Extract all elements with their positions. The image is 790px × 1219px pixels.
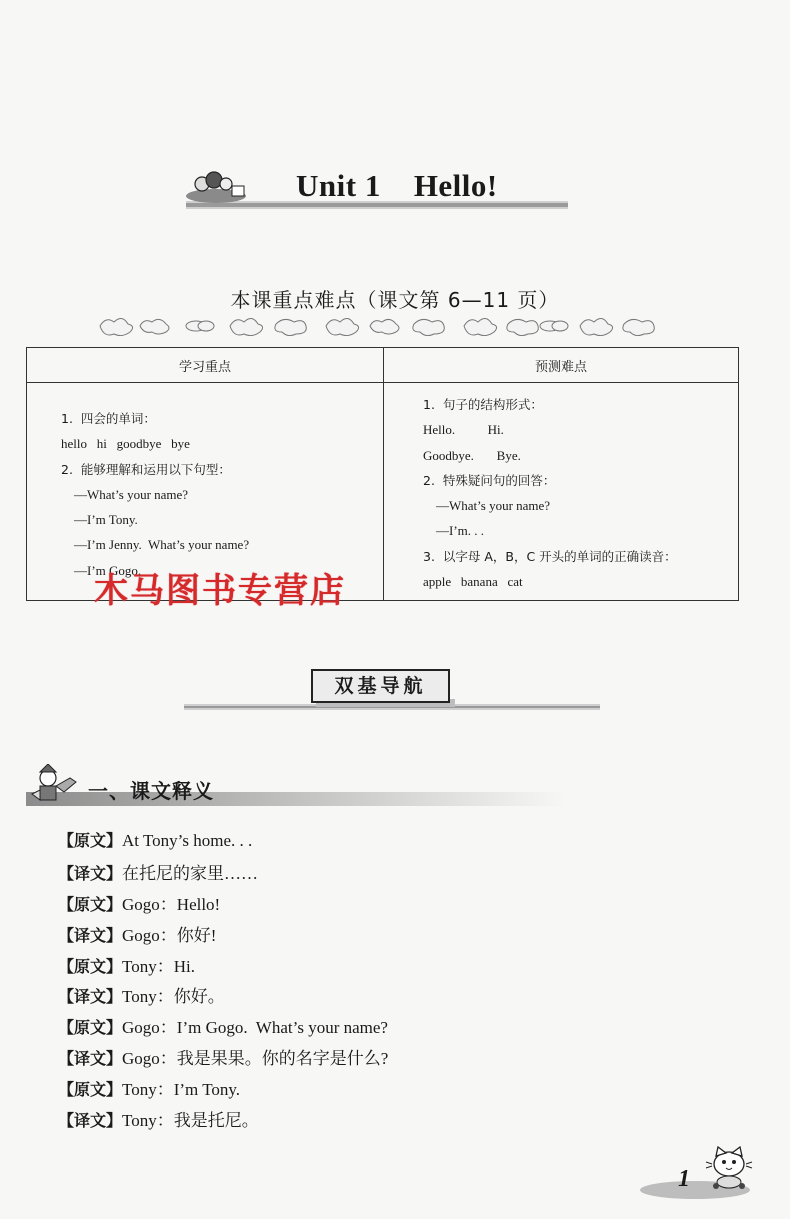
left-line: —I’m Tony. bbox=[61, 512, 138, 528]
right-line: Goodbye. Bye. bbox=[423, 447, 521, 463]
line-tag: 【译文】 bbox=[58, 987, 123, 1007]
left-line: 1. 四会的单词： bbox=[61, 411, 156, 426]
line-tag: 【原文】 bbox=[58, 831, 123, 850]
cloud-border-decoration bbox=[94, 312, 664, 336]
unit-title: Unit 1 Hello! bbox=[296, 168, 498, 203]
right-line: 2. 特殊疑问句的回答： bbox=[423, 472, 556, 488]
line-text: 在托尼的家里…… bbox=[122, 863, 259, 883]
dialogue-line bbox=[58, 828, 388, 859]
subsection-title: 一、课文释义 bbox=[88, 779, 214, 803]
left-line: —I’m Gogo. bbox=[61, 562, 142, 578]
dialogue-line bbox=[58, 952, 388, 983]
dialogue-line bbox=[58, 1075, 388, 1106]
dialogue-line bbox=[58, 921, 388, 952]
line-text: Gogo：Hello! bbox=[122, 894, 221, 914]
right-line: 3. 以字母 A，B，C 开头的单词的正确读音： bbox=[423, 548, 677, 564]
left-line: 2. 能够理解和运用以下句型： bbox=[61, 461, 231, 477]
line-text: Tony：你好。 bbox=[122, 987, 225, 1007]
learning-focus-header: 学习重点 bbox=[178, 360, 231, 375]
dialogue-line bbox=[58, 982, 388, 1013]
line-text: Gogo：我是果果。你的名字是什么? bbox=[122, 1049, 389, 1069]
section-label: 双基导航 bbox=[311, 669, 450, 703]
line-tag: 【原文】 bbox=[58, 1080, 123, 1100]
line-text: Tony：我是托尼。 bbox=[122, 1111, 259, 1131]
cat-icon bbox=[704, 1146, 754, 1190]
line-text: Tony：I’m Tony. bbox=[122, 1080, 241, 1100]
line-tag: 【原文】 bbox=[58, 894, 123, 914]
line-text: Gogo：你好! bbox=[122, 925, 217, 945]
key-points-title: 本课重点难点（课文第 6—11 页） bbox=[230, 288, 560, 312]
right-line: apple banana cat bbox=[423, 574, 523, 590]
left-line: hello hi goodbye bye bbox=[61, 436, 190, 452]
right-line: —I’m. . . bbox=[423, 523, 485, 539]
learning-focus-content bbox=[61, 406, 249, 583]
clown-icon bbox=[26, 764, 86, 810]
line-tag: 【原文】 bbox=[58, 956, 123, 976]
line-tag: 【原文】 bbox=[58, 1018, 123, 1038]
line-text: At Tony’s home. . . bbox=[122, 831, 253, 850]
dialogue-line bbox=[58, 1106, 388, 1137]
left-line: —What’s your name? bbox=[61, 486, 189, 502]
dialogue-line bbox=[58, 1013, 388, 1044]
difficulties-content bbox=[423, 392, 677, 594]
difficulties-header: 预测难点 bbox=[534, 360, 587, 375]
right-line: Hello. Hi. bbox=[423, 422, 504, 438]
dialogue-list bbox=[58, 828, 388, 1137]
line-tag: 【译文】 bbox=[58, 863, 123, 883]
line-text: Gogo：I’m Gogo. What’s your name? bbox=[122, 1018, 388, 1038]
dialogue-line bbox=[58, 859, 388, 890]
right-line: —What’s your name? bbox=[423, 498, 551, 514]
line-text: Tony：Hi. bbox=[122, 956, 195, 976]
line-tag: 【译文】 bbox=[58, 925, 123, 945]
dialogue-line bbox=[58, 1044, 388, 1075]
dialogue-line bbox=[58, 890, 388, 921]
right-line: 1. 句子的结构形式： bbox=[423, 397, 543, 412]
line-tag: 【译文】 bbox=[58, 1111, 123, 1131]
store-watermark: 木马图书专营店 bbox=[94, 571, 346, 611]
left-line: —I’m Jenny. What’s your name? bbox=[61, 537, 250, 553]
kids-cartoon-icon bbox=[180, 166, 250, 206]
page-number: 1 bbox=[678, 1166, 690, 1192]
line-tag: 【译文】 bbox=[58, 1049, 123, 1069]
